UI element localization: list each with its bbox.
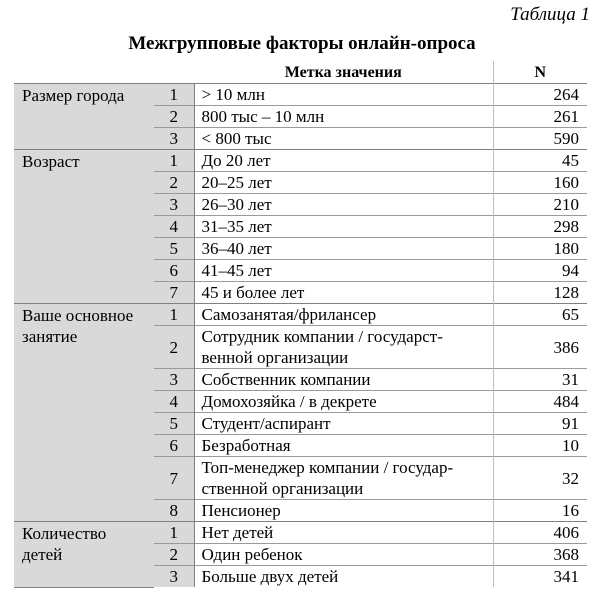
row-count: 45	[562, 151, 579, 170]
row-number: 4	[154, 216, 194, 238]
row-count: 128	[553, 283, 579, 302]
row-label: 36–40 лет	[194, 238, 493, 260]
table-caption: Таблица 1	[510, 4, 590, 25]
row-count: 264	[553, 85, 579, 104]
row-label: Один ребенок	[194, 544, 493, 566]
row-number: 6	[154, 260, 194, 282]
table-row	[14, 150, 587, 172]
header-label: Метка значения	[194, 61, 493, 84]
row-count: 10	[562, 436, 579, 455]
row-label: Нет детей	[194, 522, 493, 544]
row-number: 2	[154, 326, 194, 369]
row-count: 484	[553, 392, 579, 411]
row-count: 298	[553, 217, 579, 236]
row-number: 5	[154, 413, 194, 435]
row-label: > 10 млн	[194, 84, 493, 106]
row-label: Безработная	[194, 435, 493, 457]
row-count: 590	[553, 129, 579, 148]
row-label: 800 тыс – 10 млн	[194, 106, 493, 128]
row-count: 180	[553, 239, 579, 258]
table-row	[14, 84, 587, 106]
row-number: 3	[154, 369, 194, 391]
row-number: 7	[154, 282, 194, 304]
row-number: 1	[154, 522, 194, 544]
row-count: 210	[553, 195, 579, 214]
header-num-blank	[154, 61, 194, 84]
row-count: 261	[553, 107, 579, 126]
header-n: N	[493, 61, 587, 84]
group-name: Ваше основное занятие	[14, 304, 154, 522]
row-number: 3	[154, 194, 194, 216]
row-number: 1	[154, 304, 194, 326]
row-number: 2	[154, 544, 194, 566]
row-count: 91	[562, 414, 579, 433]
group-name: Возраст	[14, 150, 154, 304]
row-label: 41–45 лет	[194, 260, 493, 282]
row-count: 16	[562, 501, 579, 520]
row-number: 2	[154, 172, 194, 194]
row-label: 26–30 лет	[194, 194, 493, 216]
row-count: 31	[562, 370, 579, 389]
row-label: Студент/аспирант	[194, 413, 493, 435]
row-count: 386	[553, 337, 579, 357]
row-count: 65	[562, 305, 579, 324]
row-count: 32	[562, 468, 579, 488]
table-header-row	[14, 61, 587, 84]
row-label: < 800 тыс	[194, 128, 493, 150]
table-row	[14, 522, 587, 544]
row-label: 20–25 лет	[194, 172, 493, 194]
survey-factors-table	[14, 61, 587, 588]
row-label: 45 и более лет	[194, 282, 493, 304]
row-count: 341	[553, 567, 579, 586]
group-name: Количество детей	[14, 522, 154, 588]
table-title: Межгрупповые факторы онлайн-опроса	[128, 33, 476, 54]
row-label: Собственник компании	[194, 369, 493, 391]
row-count: 368	[553, 545, 579, 564]
row-number: 3	[154, 128, 194, 150]
row-count: 160	[553, 173, 579, 192]
row-number: 4	[154, 391, 194, 413]
row-label: Самозанятая/фрилансер	[194, 304, 493, 326]
row-count: 94	[562, 261, 579, 280]
row-number: 2	[154, 106, 194, 128]
row-label: Сотрудник компании / государст-венной организации	[194, 326, 493, 369]
row-label: До 20 лет	[194, 150, 493, 172]
row-number: 1	[154, 84, 194, 106]
table-row	[14, 304, 587, 326]
row-number: 1	[154, 150, 194, 172]
row-number: 6	[154, 435, 194, 457]
row-number: 7	[154, 457, 194, 500]
row-label: Домохозяйка / в декрете	[194, 391, 493, 413]
row-label: 31–35 лет	[194, 216, 493, 238]
row-number: 5	[154, 238, 194, 260]
row-label: Топ-менеджер компании / государ-ственной организации	[194, 457, 493, 500]
row-number: 3	[154, 566, 194, 588]
table-body	[14, 84, 587, 588]
row-label: Больше двух детей	[194, 566, 493, 588]
header-group-blank	[14, 61, 154, 84]
group-name: Размер города	[14, 84, 154, 150]
row-number: 8	[154, 500, 194, 522]
row-label: Пенсионер	[194, 500, 493, 522]
row-count: 406	[553, 523, 579, 542]
